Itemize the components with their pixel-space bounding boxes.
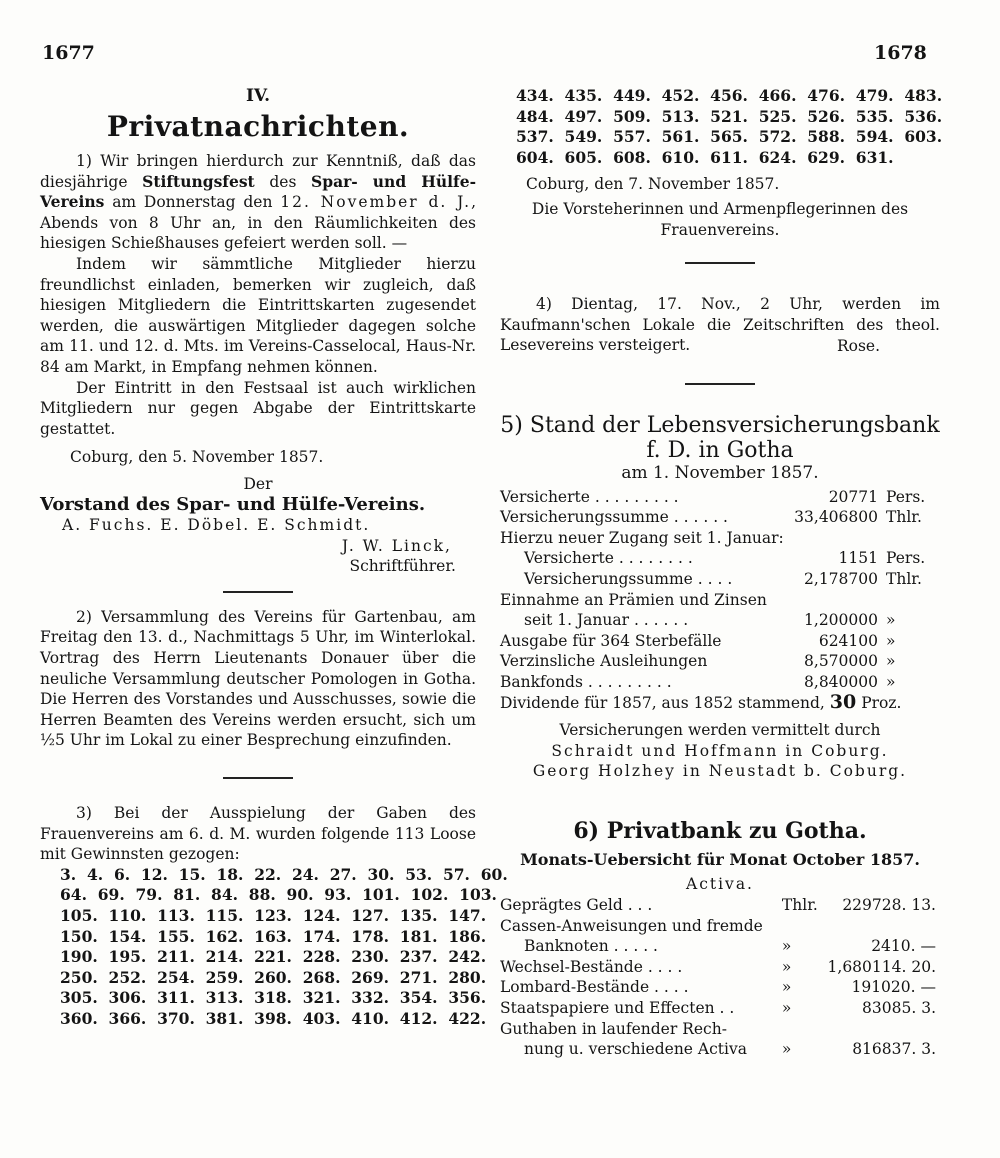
divider <box>223 777 293 779</box>
right-column <box>500 86 943 1060</box>
bank-row-unit: » <box>781 978 792 997</box>
insurance-row-value: 624100 <box>818 631 878 650</box>
bank-row <box>500 895 940 916</box>
insurance-row <box>500 610 940 631</box>
page-number-left: 1677 <box>42 42 95 64</box>
bank-row <box>500 1019 940 1040</box>
notice-4-text: 4) Dientag, 17. Nov., 2 Uhr, werden im Kaufmann'schen Lokale die Zeitschriften des theol. Lesevereins versteigert. <box>500 295 940 355</box>
insurance-row <box>500 590 940 611</box>
insurance-row-unit: » <box>886 631 896 650</box>
notice-1 <box>40 151 476 577</box>
notice-6-title: 6) Privatbank zu Gotha. <box>573 817 867 844</box>
notice-6 <box>500 818 940 1060</box>
insurance-row-unit <box>882 528 940 549</box>
insurance-row-unit: » <box>886 611 896 630</box>
bank-row <box>500 916 940 937</box>
bank-row-unit <box>776 1019 822 1040</box>
notice-1-org: Spar- und Hülfe-Vereins <box>40 171 477 212</box>
insurance-row-value: 8,570000 <box>804 652 878 671</box>
notice-4-signer: Rose. <box>836 336 880 355</box>
notice-6-subtitle: Monats-Uebersicht für Monat October 1857. <box>520 849 920 869</box>
lot-numbers-row: 3. 4. 6. 12. 15. 18. 22. 24. 27. 30. 53. 57. 60. <box>60 864 508 884</box>
lot-numbers-row: 105. 110. 113. 115. 123. 124. 127. 135. 147. <box>60 906 487 925</box>
lot-numbers-row: 484. 497. 509. 513. 521. 525. 526. 535. 536. <box>516 106 943 126</box>
notice-1-event: Stiftungsfest <box>142 171 255 191</box>
insurance-row-label: seit 1. Januar . . . . . . <box>524 611 689 630</box>
insurance-row-label: Versicherte . . . . . . . . . <box>500 487 679 506</box>
insurance-row <box>500 651 940 672</box>
insurance-row-label: Einnahme an Prämien und Zinsen <box>500 590 767 609</box>
notice-5-subtitle: am 1. November 1857. <box>621 462 819 483</box>
insurance-row-unit: Pers. <box>886 549 926 568</box>
section-title: Privatnachrichten. <box>106 110 410 143</box>
agent-2: Georg Holzhey in Neustadt b. Coburg. <box>532 762 908 781</box>
insurance-row <box>500 569 940 590</box>
insurance-row <box>500 487 940 508</box>
lot-numbers-row: 360. 366. 370. 381. 398. 403. 410. 412. 422. <box>60 1008 487 1028</box>
bank-row-label: Guthaben in laufender Rech- <box>500 1019 727 1038</box>
insurance-row <box>500 672 940 693</box>
lot-numbers-row: 305. 306. 311. 313. 318. 321. 332. 354. 356. <box>60 988 487 1008</box>
insurance-row-unit: Thlr. <box>886 508 922 527</box>
insurance-row <box>500 507 940 528</box>
notice-3-signer: Die Vorsteherinnen und Armenpflegerinnen des Frauenvereins. <box>531 199 909 239</box>
bank-row-unit: » <box>781 999 792 1017</box>
insurance-row-label: Hierzu neuer Zugang seit 1. Januar: <box>500 528 784 547</box>
notice-1-intro2: des <box>269 172 297 191</box>
notice-2-text: 2) Versammlung des Vereins für Gartenbau, am Freitag den 13. d., Nachmittags 5 Uhr, im Winterlokal. Vortrag des Herrn Lieutenants Donauer über die neuliche Versammlung deutscher Pomologen in Gotha. Die Herren des Vorstandes und Ausschusses, sowie die Herren Beamten des Vereins werden ersucht, sich um ½5 Uhr im Lokal zu einer Besprechung einzufinden. <box>40 607 476 750</box>
notice-5-title-1: 5) Stand der Lebensversicherungsbank <box>500 412 940 438</box>
bank-row-label: Wechsel-Bestände . . . . <box>500 957 683 976</box>
notice-1-intro3: am Donnerstag den <box>112 193 273 212</box>
dividend-text: Dividende für 1857, aus 1852 stammend, <box>500 694 825 713</box>
bank-row-value: 2410. — <box>871 937 936 956</box>
notice-3-place-date: Coburg, den 7. November 1857. <box>526 175 780 194</box>
insurance-row-unit <box>882 590 940 611</box>
left-column <box>40 86 508 1030</box>
insurance-row-value: 20771 <box>828 487 878 506</box>
notice-1-name-linck: J. W. Linck, <box>341 536 452 555</box>
insurance-row <box>500 631 940 652</box>
notice-1-signer-org: Vorstand des Spar- und Hülfe-Vereins. <box>40 493 426 515</box>
lot-numbers-row: 64. 69. 79. 81. 84. 88. 90. 93. 101. 102. 103. <box>60 885 497 905</box>
bank-row-unit <box>776 916 822 937</box>
notice-1-intro: 1) Wir bringen hierdurch zur Kenntniß, daß das diesjährige <box>40 152 476 191</box>
bank-row-unit: Thlr. <box>781 896 818 915</box>
insurance-row-unit: » <box>886 672 896 691</box>
insurance-row-value: 8,840000 <box>804 672 878 691</box>
bank-row-value: 229728. 13. <box>842 896 936 915</box>
bank-row-label: Cassen-Anweisungen und fremde <box>500 916 763 935</box>
notice-2 <box>40 607 476 751</box>
bank-row-value: 1,680114. 20. <box>827 957 936 976</box>
insurance-row-label: Verzinsliche Ausleihungen <box>500 652 708 671</box>
bank-row <box>500 957 940 978</box>
notice-1-paragraph-3: Der Eintritt in den Festsaal ist auch wirklichen Mitgliedern nur gegen Abgabe der Eintrittskarte gestattet. <box>40 378 476 438</box>
insurance-row-label: Versicherte . . . . . . . . <box>524 549 693 568</box>
notice-3 <box>40 803 508 1030</box>
bank-row-label: Geprägtes Geld . . . <box>500 896 653 915</box>
insurance-row <box>500 548 940 569</box>
notice-1-date: 12. November d. J. <box>280 193 472 212</box>
notice-4 <box>500 294 940 356</box>
agent-1: Schraidt und Hoffmann in Coburg. <box>551 741 889 760</box>
insurance-row-label: Bankfonds . . . . . . . . . <box>500 672 672 691</box>
insurance-row-unit: Pers. <box>886 487 926 506</box>
bank-row <box>500 936 940 957</box>
dividend-value: 30 <box>829 691 857 714</box>
section-number: IV. <box>245 86 271 106</box>
bank-row-unit: » <box>781 957 792 976</box>
dividend-unit: Proz. <box>861 694 902 713</box>
notice-1-names: A. Fuchs. E. Döbel. E. Schmidt. <box>62 516 371 535</box>
notice-6-activa: Activa. <box>686 875 754 894</box>
insurance-row-value <box>792 528 882 549</box>
notice-5 <box>500 413 940 782</box>
dividend-line <box>500 692 940 714</box>
insurance-row-unit: » <box>886 652 896 671</box>
notice-1-paragraph-1 <box>40 151 476 254</box>
bank-row-value: 191020. — <box>851 978 936 997</box>
insurance-row-label: Ausgabe für 364 Sterbefälle <box>500 631 722 650</box>
lot-numbers-row: 434. 435. 449. 452. 456. 466. 476. 479. 483. <box>516 86 943 105</box>
insurance-row-value: 2,178700 <box>804 569 878 588</box>
agents-intro: Versicherungen werden vermittelt durch <box>559 721 881 740</box>
bank-row <box>500 998 940 1019</box>
bank-table <box>500 895 940 1060</box>
insurance-row-value <box>792 590 882 611</box>
lot-numbers-row: 150. 154. 155. 162. 163. 174. 178. 181. 186. <box>60 926 487 946</box>
bank-row <box>500 1039 940 1060</box>
notice-1-der: Der <box>243 474 273 493</box>
lot-numbers-row: 537. 549. 557. 561. 565. 572. 588. 594. 603. <box>516 127 943 147</box>
notice-1-role: Schriftführer. <box>349 557 456 576</box>
bank-row-unit: » <box>781 937 792 956</box>
bank-row-value: 83085. 3. <box>862 999 936 1017</box>
notice-1-paragraph-2: Indem wir sämmtliche Mitglieder hierzu freundlichst einladen, bemerken wir zugleich, daß hiesigen Mitgliedern die Eintrittskarten zugesendet werden, die auswärtigen Mitglieder dagegen solche am 11. und 12. d. Mts. im Vereins-Casselocal, Haus-Nr. 84 am Markt, in Empfang nehmen können. <box>40 254 476 376</box>
notice-1-intro4: , Abends von 8 Uhr an, in den Räumlichkeiten des hiesigen Schießhauses gefeiert werden soll. — <box>40 193 476 253</box>
notice-5-title-2: f. D. in Gotha <box>646 437 794 463</box>
notice-3-text: 3) Bei der Ausspielung der Gaben des Frauenvereins am 6. d. M. wurden folgende 113 Loose mit Gewinnsten gezogen: <box>40 804 476 864</box>
insurance-row-value: 1,200000 <box>804 611 878 630</box>
insurance-row-label: Versicherungssumme . . . . <box>524 569 733 588</box>
insurance-row-value: 33,406800 <box>794 508 878 527</box>
bank-row-label: Banknoten . . . . . <box>524 937 658 956</box>
bank-row-label: Lombard-Bestände . . . . <box>500 978 689 997</box>
bank-row-unit: » <box>781 1040 792 1059</box>
bank-row <box>500 977 940 998</box>
divider <box>685 262 755 264</box>
bank-row-label: Staatspapiere und Effecten . . <box>500 999 735 1017</box>
bank-row-value <box>822 1019 940 1040</box>
insurance-row <box>500 528 940 549</box>
lot-numbers-row: 250. 252. 254. 259. 260. 268. 269. 271. 280. <box>60 967 487 987</box>
bank-row-value <box>822 916 940 937</box>
bank-row-label: nung u. verschiedene Activa <box>524 1040 747 1059</box>
divider <box>685 383 755 385</box>
insurance-row-value: 1151 <box>838 549 878 568</box>
notice-1-place-date: Coburg, den 5. November 1857. <box>70 448 324 467</box>
insurance-table <box>500 487 940 693</box>
divider <box>223 591 293 593</box>
lot-numbers-row: 190. 195. 211. 214. 221. 228. 230. 237. 242. <box>60 947 487 967</box>
bank-row-value: 816837. 3. <box>852 1040 936 1059</box>
page-number-right: 1678 <box>874 42 927 64</box>
insurance-row-label: Versicherungssumme . . . . . . <box>500 508 728 527</box>
lot-numbers-row: 604. 605. 608. 610. 611. 624. 629. 631. <box>516 147 894 167</box>
insurance-row-unit: Thlr. <box>886 569 922 588</box>
